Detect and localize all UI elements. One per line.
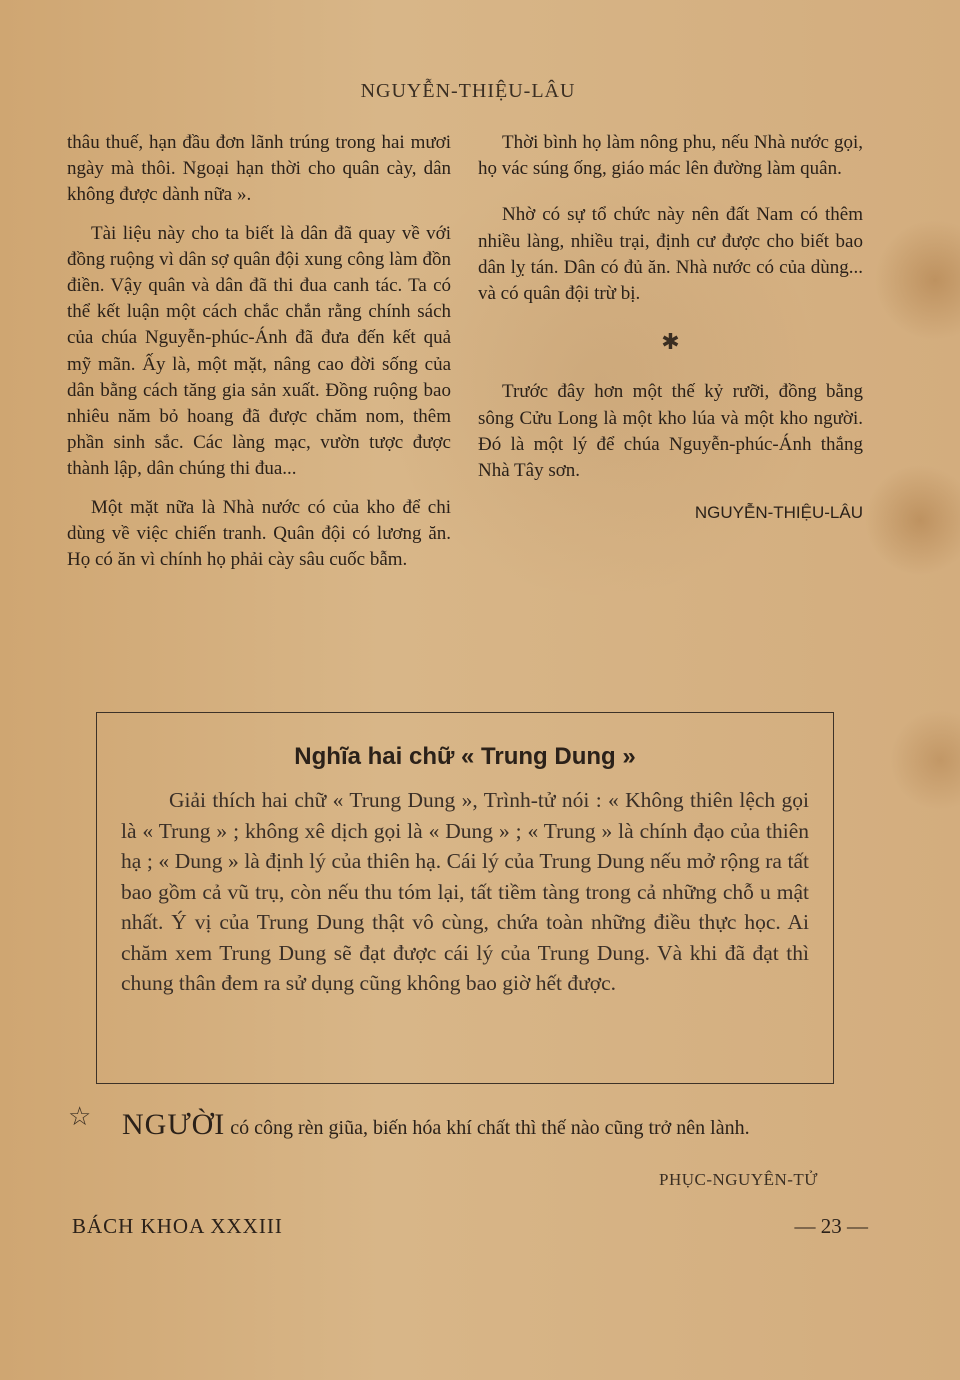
right-paragraph-2: Nhờ có sự tổ chức này nên đất Nam có thêm nhiều làng, nhiều trại, định cư được cho biết bao dân lỵ tán. Dân có đủ ăn. Nhà nước có của dùng... và có quân đội trừ bị. bbox=[478, 204, 863, 305]
left-column bbox=[67, 130, 451, 573]
trung-dung-box bbox=[96, 712, 834, 1084]
article-signature: NGUYỄN-THIỆU-LÂU bbox=[694, 503, 863, 523]
section-separator-icon: ✱ bbox=[661, 329, 680, 355]
quote-text bbox=[122, 1110, 866, 1143]
left-paragraph-3: Một mặt nữa là Nhà nước có của kho để chi dùng về việc chiến tranh. Quân đội có lương ăn. Họ có ăn vì chính họ phải cày sâu cuốc bẫm. bbox=[67, 496, 451, 571]
footer-publication: BÁCH KHOA XXXIII bbox=[72, 1214, 283, 1238]
footer-page-number: — 23 — bbox=[794, 1214, 868, 1238]
right-column bbox=[478, 130, 863, 526]
quote-first-word: NGƯỜI bbox=[122, 1108, 226, 1141]
right-paragraph-3: Trước đây hơn một thế kỷ rưỡi, đồng bằng sông Cửu Long là một kho lúa và một kho người. Đó là một lý để chúa Nguyễn-phúc-Ánh thắng Nhà Tây sơn. bbox=[478, 381, 863, 482]
quote-author: PHỤC-NGUYÊN-TỬ bbox=[658, 1170, 818, 1189]
box-body: Giải thích hai chữ « Trung Dung », Trình-tử nói : « Không thiên lệch gọi là « Trung » ; không xê dịch gọi là « Dung » ; « Trung » là chính đạo của thiên hạ ; « Dung » là định lý của thiên hạ. Cái lý của Trung Dung nếu mở rộng ra tất bao gồm cả vũ trụ, còn nếu thu tóm lại, tất tiềm tàng trong cả những chỗ u mật nhất. Ý vị của Trung Dung thật vô cùng, chứa toàn những điều thực học. Ai chăm xem Trung Dung sẽ đạt được cái lý của Trung Dung. Và khi đã đạt thì chung thân đem ra sử dụng cũng không bao giờ hết được. bbox=[121, 788, 809, 995]
quote-rest: có công rèn giũa, biến hóa khí chất thì thế nào cũng trở nên lành. bbox=[225, 1117, 750, 1139]
star-outline-icon: ☆ bbox=[68, 1102, 92, 1131]
left-paragraph-1: thâu thuế, hạn đầu đơn lãnh trúng trong hai mươi ngày mà thôi. Ngoại hạn thời cho quân cày, dân không được dành nữa ». bbox=[67, 132, 451, 206]
box-title: Nghĩa hai chữ « Trung Dung » bbox=[294, 743, 636, 770]
right-paragraph-1: Thời bình họ làm nông phu, nếu Nhà nước gọi, họ vác súng ống, giáo mác lên đường làm quân. bbox=[478, 132, 863, 180]
left-paragraph-2: Tài liệu này cho ta biết là dân đã quay về với đồng ruộng vì dân sợ quân đội xung công làm đồn điền. Vậy quân và dân đã thi đua canh tác. Ta có thể kết luận một cách chắc chắn rằng chính sách của chúa Nguyễn-phúc-Ánh đã đưa đến kết quả mỹ mãn. Ấy là, một mặt, nâng cao đời sống của dân bằng cách tăng gia sản xuất. Đồng ruộng bao nhiêu năm bỏ hoang đã được chăm nom, thêm phần sinh sắc. Các làng mạc, vườn tược được thành lập, dân chúng thi đua... bbox=[67, 222, 451, 480]
page-header-author: NGUYỄN-THIỆU-LÂU bbox=[360, 80, 576, 102]
